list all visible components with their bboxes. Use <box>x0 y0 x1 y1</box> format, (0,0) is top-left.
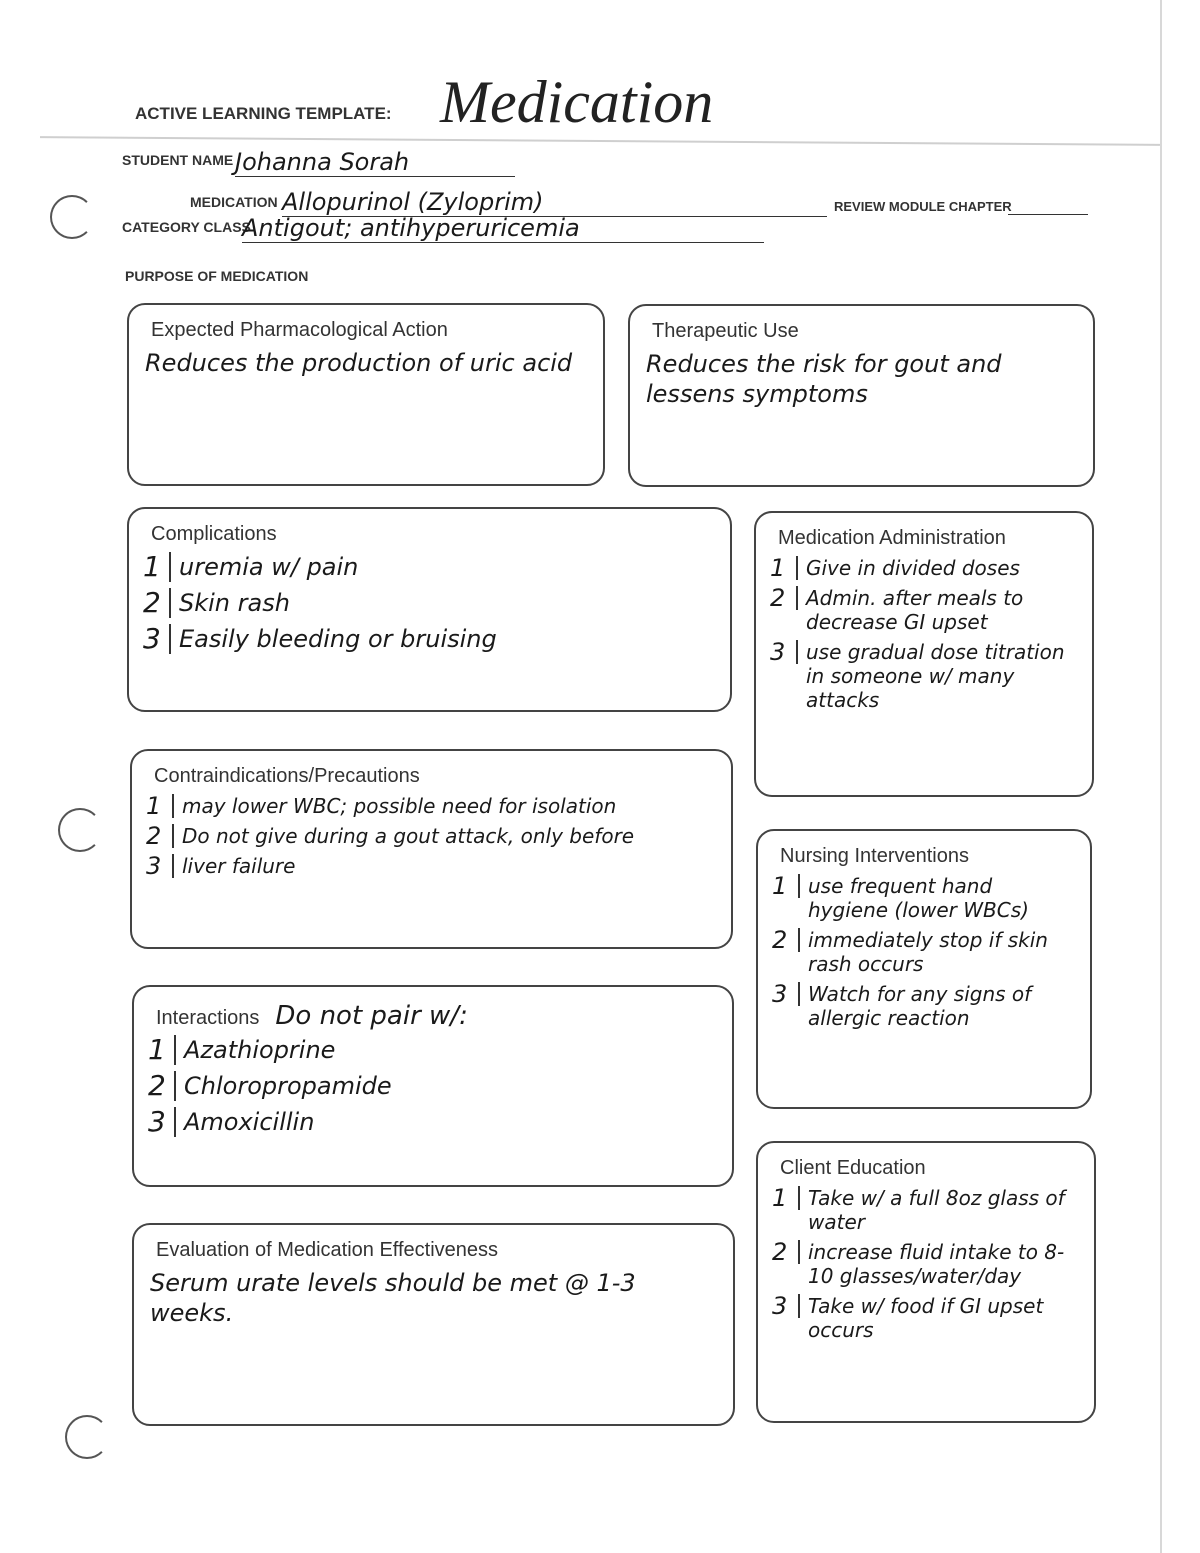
item-number: 1 <box>146 794 174 818</box>
therapeutic-use-text: Reduces the risk for gout and lessens symptoms <box>646 350 1002 408</box>
item-text: Chloropropamide <box>184 1072 392 1100</box>
purpose-label: PURPOSE OF MEDICATION <box>125 268 309 284</box>
student-name-label: STUDENT NAME <box>122 152 234 168</box>
item-text: Amoxicillin <box>184 1108 315 1136</box>
list-item <box>143 588 716 618</box>
item-number: 2 <box>772 928 800 952</box>
item-text: Admin. after meals to decrease GI upset <box>806 586 1024 634</box>
expected-action-box <box>127 303 605 486</box>
expected-action-title: Expected Pharmacological Action <box>151 319 448 341</box>
item-text: Azathioprine <box>184 1036 336 1064</box>
item-number: 2 <box>148 1071 176 1101</box>
item-text: Easily bleeding or bruising <box>179 625 497 653</box>
item-number: 1 <box>772 1186 800 1210</box>
list-item <box>146 794 717 818</box>
list-item <box>148 1107 718 1137</box>
item-number: 1 <box>770 556 798 580</box>
medication-administration-title: Medication Administration <box>778 527 1006 549</box>
list-item <box>772 1294 1080 1342</box>
item-text: Skin rash <box>179 589 290 617</box>
list-item <box>772 1240 1080 1288</box>
item-number: 3 <box>772 1294 800 1318</box>
list-item <box>772 874 1076 922</box>
list-item <box>770 586 1078 634</box>
item-text: Take w/ a full 8oz glass of water <box>808 1186 1065 1234</box>
punch-hole-middle <box>58 808 102 852</box>
client-education-title: Client Education <box>780 1157 926 1179</box>
punch-hole-bottom <box>65 1415 109 1459</box>
evaluation-box <box>132 1223 735 1426</box>
item-number: 2 <box>146 824 174 848</box>
list-item <box>772 1186 1080 1234</box>
item-number: 3 <box>148 1107 176 1137</box>
medication-label: MEDICATION <box>190 194 278 210</box>
item-number: 2 <box>772 1240 800 1264</box>
list-item <box>772 982 1076 1030</box>
item-text: use gradual dose titration in someone w/ many attacks <box>806 640 1065 712</box>
expected-action-text: Reduces the production of uric acid <box>145 349 573 377</box>
evaluation-title: Evaluation of Medication Effectiveness <box>156 1239 499 1261</box>
list-item <box>770 556 1078 580</box>
medication-administration-box <box>754 511 1094 797</box>
item-number: 1 <box>772 874 800 898</box>
student-name-field[interactable]: Johanna Sorah <box>235 148 515 177</box>
therapeutic-use-title: Therapeutic Use <box>652 320 799 342</box>
category-class-field[interactable]: Antigout; antihyperuricemia <box>242 214 764 243</box>
interactions-title: Interactions <box>156 1007 260 1029</box>
item-text: Do not give during a gout attack, only before <box>182 824 635 848</box>
list-item <box>146 824 717 848</box>
list-item <box>146 854 717 878</box>
item-text: Take w/ food if GI upset occurs <box>808 1294 1044 1342</box>
item-text: Give in divided doses <box>806 556 1020 580</box>
medication-field[interactable]: Allopurinol (Zyloprim) <box>282 188 827 217</box>
item-text: uremia w/ pain <box>179 553 359 581</box>
review-module-field[interactable] <box>1008 196 1088 215</box>
item-text: use frequent hand hygiene (lower WBCs) <box>808 874 1029 922</box>
category-class-label: CATEGORY CLASS <box>122 219 251 235</box>
item-number: 2 <box>143 588 171 618</box>
scan-line <box>40 136 1160 146</box>
scan-edge <box>1160 0 1162 1553</box>
item-text: immediately stop if skin rash occurs <box>808 928 1048 976</box>
item-number: 3 <box>770 640 798 664</box>
list-item <box>148 1071 718 1101</box>
list-item <box>772 928 1076 976</box>
item-number: 3 <box>772 982 800 1006</box>
interactions-note: Do not pair w/: <box>275 1001 468 1031</box>
item-text: increase fluid intake to 8-10 glasses/water/day <box>808 1240 1065 1288</box>
item-text: liver failure <box>182 854 296 878</box>
therapeutic-use-box <box>628 304 1095 487</box>
item-number: 1 <box>148 1035 176 1065</box>
review-module-label: REVIEW MODULE CHAPTER <box>834 199 1012 214</box>
contraindications-box <box>130 749 733 949</box>
interactions-box <box>132 985 734 1187</box>
template-label: ACTIVE LEARNING TEMPLATE: <box>135 104 392 123</box>
list-item <box>143 624 716 654</box>
item-text: may lower WBC; possible need for isolation <box>182 794 617 818</box>
item-number: 3 <box>143 624 171 654</box>
item-number: 2 <box>770 586 798 610</box>
complications-box <box>127 507 732 712</box>
evaluation-text: Serum urate levels should be met @ 1-3 weeks. <box>150 1269 636 1327</box>
item-text: Watch for any signs of allergic reaction <box>808 982 1032 1030</box>
nursing-interventions-box <box>756 829 1092 1109</box>
list-item <box>148 1035 718 1065</box>
item-number: 1 <box>143 552 171 582</box>
template-title: Medication <box>440 69 714 135</box>
list-item <box>770 640 1078 712</box>
complications-title: Complications <box>151 523 277 545</box>
item-number: 3 <box>146 854 174 878</box>
list-item <box>143 552 716 582</box>
contraindications-title: Contraindications/Precautions <box>154 765 420 787</box>
nursing-interventions-title: Nursing Interventions <box>780 845 969 867</box>
punch-hole-top <box>50 195 94 239</box>
client-education-box <box>756 1141 1096 1423</box>
